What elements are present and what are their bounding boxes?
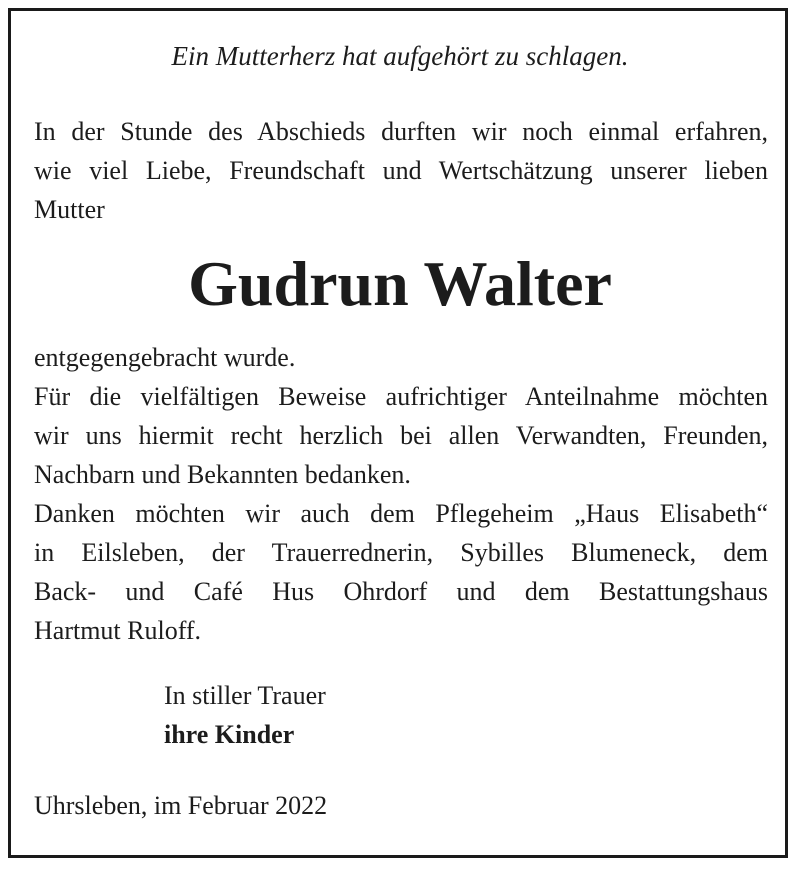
signature-block	[164, 676, 326, 754]
body-line: Hartmut Ruloff.	[34, 616, 202, 645]
signature-line: In stiller Trauer	[164, 681, 326, 710]
body-line: in Eilsleben, der Trauerrednerin, Sybilles Blumeneck, dem	[34, 538, 768, 567]
intro-line: Mutter	[34, 195, 105, 224]
body-line: wir uns hiermit recht herzlich bei allen Verwandten, Freunden,	[34, 421, 768, 450]
deceased-name: Gudrun Walter	[188, 248, 612, 319]
body-line: entgegengebracht wurde.	[34, 343, 296, 372]
body-line: Für die vielfältigen Beweise aufrichtiger Anteilnahme möchten	[34, 382, 768, 411]
place-date: Uhrsleben, im Februar 2022	[34, 791, 328, 820]
motto-line: Ein Mutterherz hat aufgehört zu schlagen.	[171, 41, 629, 71]
body-line: Nachbarn und Bekannten bedanken.	[34, 460, 411, 489]
thanks-paragraph	[34, 338, 768, 650]
intro-paragraph	[34, 112, 768, 229]
body-line: Danken möchten wir auch dem Pflegeheim „Haus Elisabeth“	[34, 499, 768, 528]
body-line: Back- und Café Hus Ohrdorf und dem Bestattungshaus	[34, 577, 768, 606]
intro-line: In der Stunde des Abschieds durften wir noch einmal erfahren,	[34, 117, 768, 146]
signature-names: ihre Kinder	[164, 720, 295, 749]
intro-line: wie viel Liebe, Freundschaft und Wertschätzung unserer lieben	[34, 156, 768, 185]
